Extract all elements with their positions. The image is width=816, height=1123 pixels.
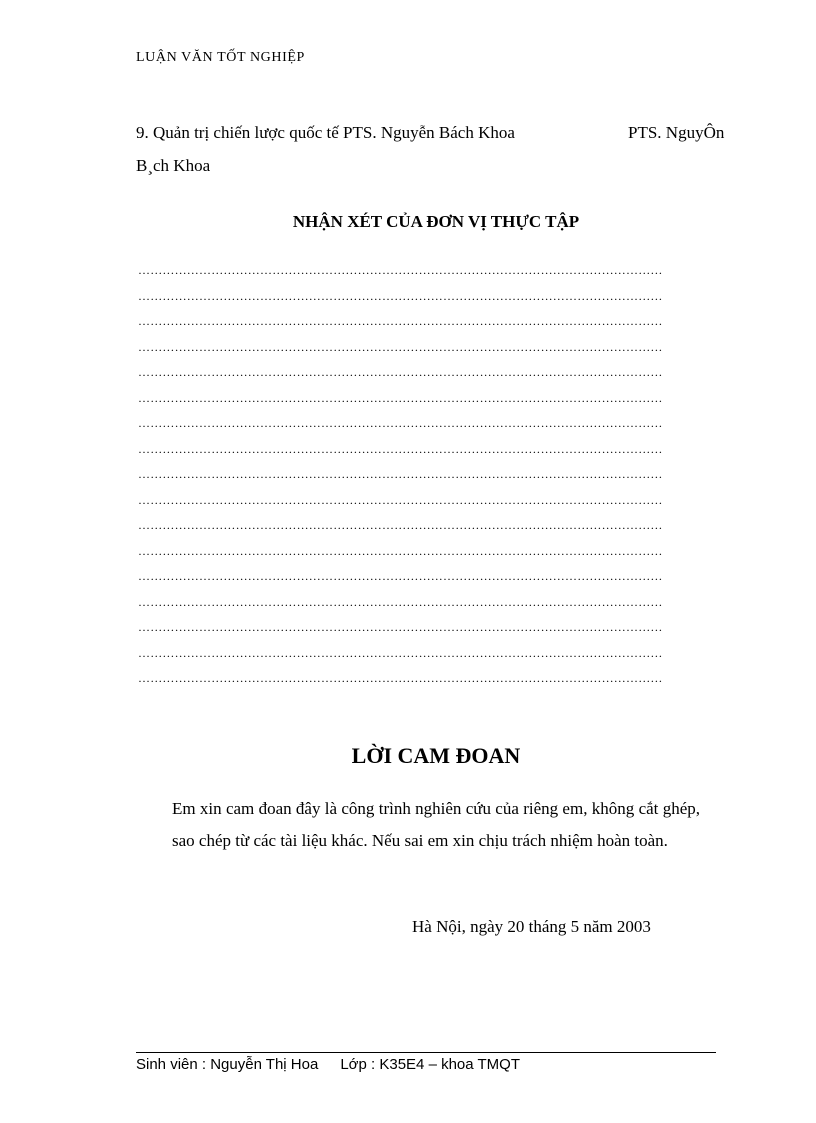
comment-line: ………………………………………………………………………………………………………………… — [138, 416, 663, 430]
footer-student: Sinh viên : Nguyễn Thị Hoa — [136, 1056, 319, 1073]
pledge-signoff: Hà Nội, ngày 20 tháng 5 năm 2003 — [412, 917, 651, 936]
comment-line: ………………………………………………………………………………………………………………… — [138, 671, 663, 685]
comment-line: ………………………………………………………………………………………………………………… — [138, 543, 663, 558]
page-footer — [136, 1056, 520, 1073]
comment-line: ………………………………………………………………………………………………………………… — [138, 390, 663, 405]
comment-line: ………………………………………………………………………………………………………………… — [138, 569, 663, 583]
comment-line: ………………………………………………………………………………………………………………… — [138, 339, 663, 354]
section-title: NHẬN XÉT CỦA ĐƠN VỊ THỰC TẬP — [292, 212, 580, 231]
comment-line: ………………………………………………………………………………………………………………… — [138, 365, 663, 379]
pledge-title: LỜI CAM ĐOAN — [351, 743, 521, 768]
comment-line: ………………………………………………………………………………………………………………… — [138, 314, 663, 328]
reference-line-1: 9. Quản trị chiến lược quốc tế PTS. Nguyễn Bách Khoa — [136, 123, 515, 142]
comment-line: ………………………………………………………………………………………………………………… — [138, 263, 663, 277]
footer-class: Lớp : K35E4 – khoa TMQT — [340, 1056, 520, 1073]
comment-line: ………………………………………………………………………………………………………………… — [138, 441, 663, 456]
footer-divider — [136, 1052, 716, 1053]
reference-line-2: B¸ch Khoa — [136, 156, 211, 175]
comment-line: ………………………………………………………………………………………………………………… — [138, 467, 663, 481]
comment-line: ………………………………………………………………………………………………………………… — [138, 620, 663, 634]
comment-line: ………………………………………………………………………………………………………………… — [138, 288, 663, 303]
comment-line: ………………………………………………………………………………………………………………… — [138, 492, 663, 507]
running-header: LUẬN VĂN TỐT NGHIỆP — [136, 50, 305, 65]
comment-line: ………………………………………………………………………………………………………………… — [138, 594, 663, 609]
comment-lines — [138, 258, 738, 692]
comment-line: ………………………………………………………………………………………………………………… — [138, 518, 663, 532]
reference-line-1-right: PTS. NguyÔn — [628, 123, 725, 142]
pledge-body: Em xin cam đoan đây là công trình nghiên cứu của riêng em, không cắt ghép, sao chép từ các tài liệu khác. Nếu sai em xin chịu trách nhiệm hoàn toàn. — [172, 799, 700, 850]
comment-line: ………………………………………………………………………………………………………………… — [138, 645, 663, 660]
